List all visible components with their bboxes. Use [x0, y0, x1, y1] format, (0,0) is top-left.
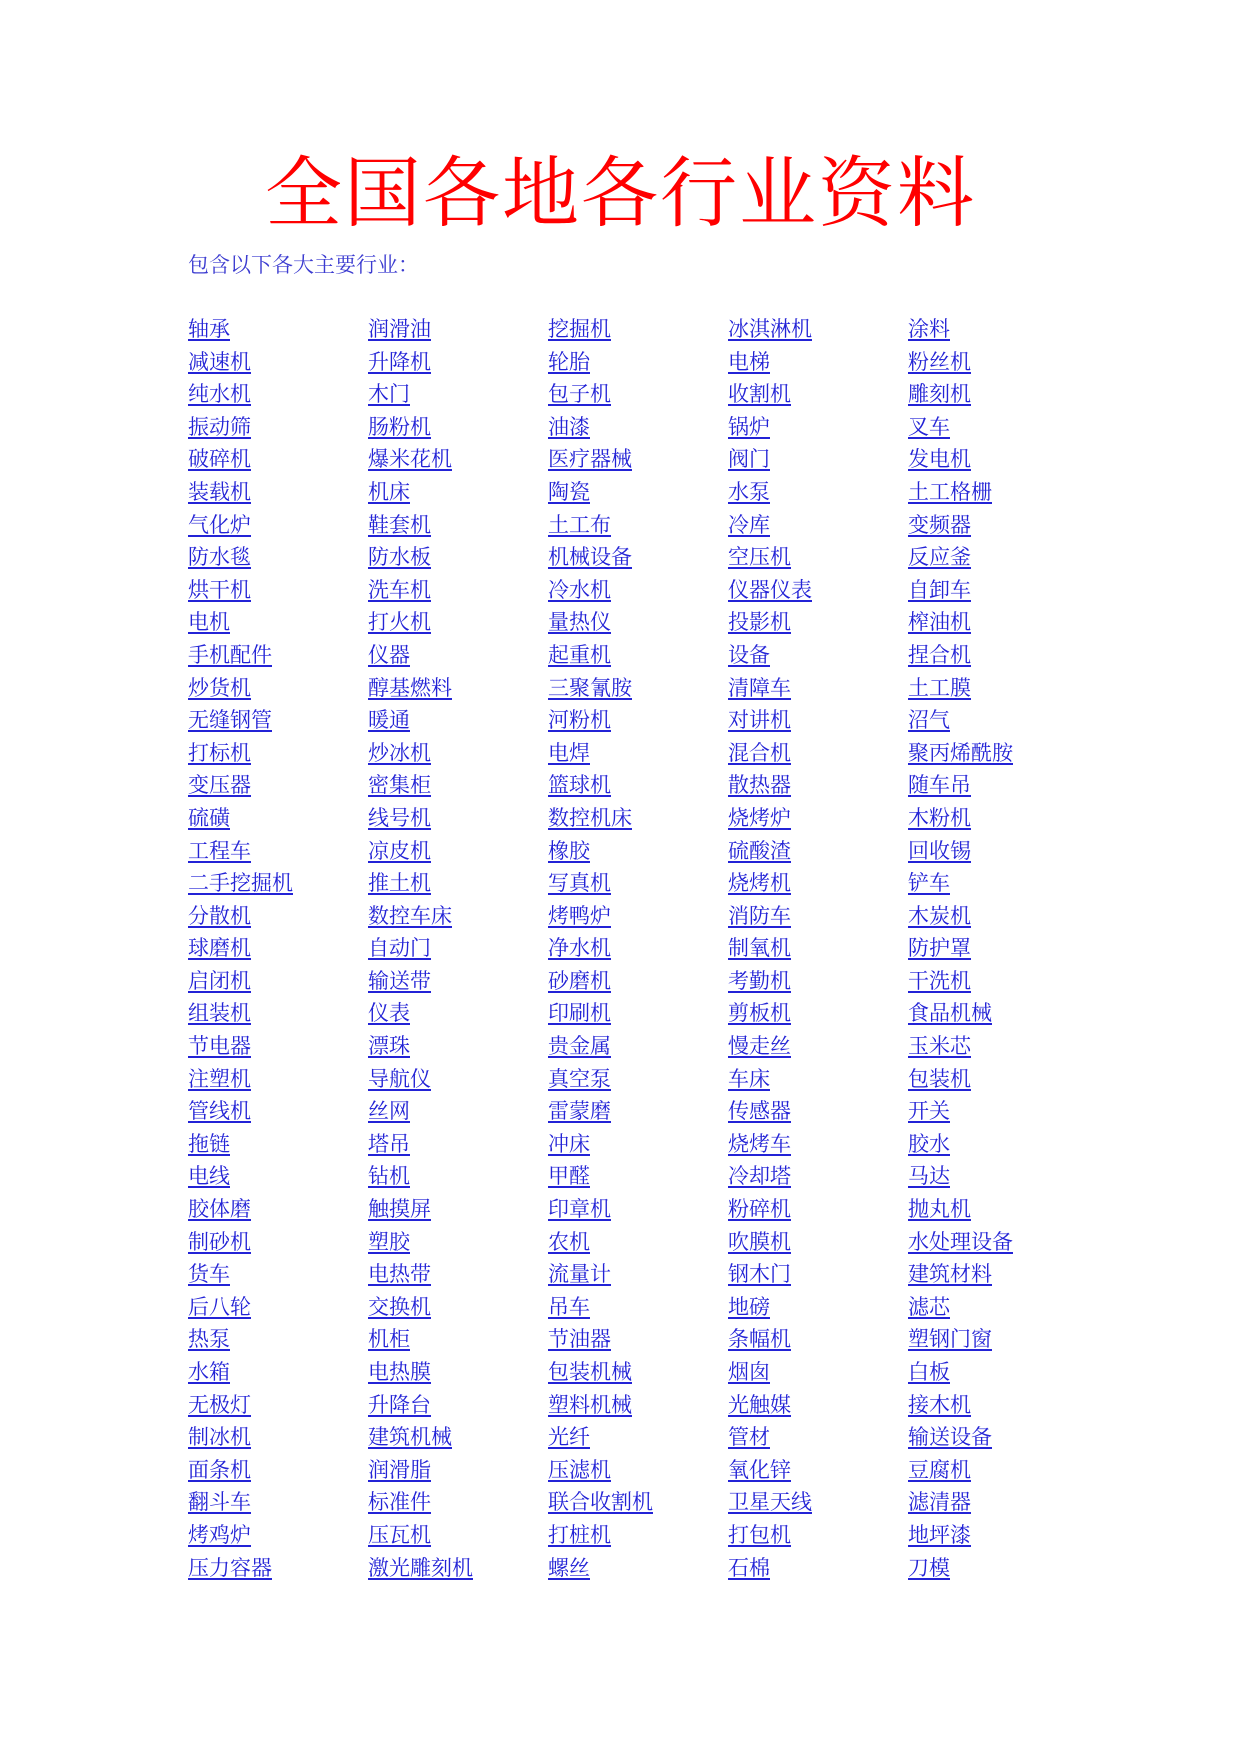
industry-link[interactable]: 冷却塔 [728, 1164, 791, 1189]
industry-link[interactable]: 冰淇淋机 [728, 317, 812, 341]
industry-link[interactable]: 建筑机械 [368, 1425, 452, 1450]
industry-link[interactable]: 升降机 [368, 349, 431, 374]
industry-link[interactable]: 节电器 [188, 1034, 251, 1059]
industry-link[interactable]: 混合机 [728, 740, 791, 765]
industry-link[interactable]: 制冰机 [188, 1425, 251, 1450]
industry-link[interactable]: 土工格栅 [908, 479, 992, 504]
industry-link[interactable]: 粉碎机 [728, 1197, 791, 1222]
industry-link[interactable]: 水箱 [188, 1360, 230, 1384]
industry-link[interactable]: 车床 [728, 1066, 770, 1091]
industry-link[interactable]: 空压机 [728, 545, 791, 570]
industry-link[interactable]: 滤芯 [908, 1294, 950, 1319]
industry-link[interactable]: 塔吊 [368, 1131, 410, 1156]
industry-link[interactable]: 机柜 [368, 1327, 410, 1352]
industry-link[interactable]: 仪表 [368, 1001, 410, 1026]
industry-link[interactable]: 锅炉 [728, 414, 770, 439]
industry-link[interactable]: 水处理设备 [908, 1229, 1013, 1254]
industry-link[interactable]: 烤鸡炉 [188, 1522, 251, 1547]
industry-link[interactable]: 电焊 [548, 740, 590, 765]
industry-link[interactable]: 压力容器 [188, 1555, 272, 1580]
industry-link[interactable]: 真空泵 [548, 1066, 611, 1091]
industry-link[interactable]: 烧烤车 [728, 1131, 791, 1156]
industry-link[interactable]: 叉车 [908, 414, 950, 439]
industry-link[interactable]: 数控机床 [548, 805, 632, 830]
industry-link[interactable]: 刀模 [908, 1555, 950, 1580]
industry-link[interactable]: 变压器 [188, 773, 251, 798]
industry-link[interactable]: 气化炉 [188, 512, 251, 537]
industry-link[interactable]: 雷蒙磨 [548, 1099, 611, 1124]
industry-link[interactable]: 干洗机 [908, 968, 971, 993]
industry-link[interactable]: 压瓦机 [368, 1522, 431, 1547]
industry-link[interactable]: 烧烤炉 [728, 805, 791, 830]
industry-link[interactable]: 暖通 [368, 708, 410, 733]
industry-link[interactable]: 玉米芯 [908, 1034, 971, 1059]
industry-link[interactable]: 螺丝 [548, 1555, 590, 1580]
industry-link[interactable]: 传感器 [728, 1099, 791, 1124]
industry-link[interactable]: 榨油机 [908, 610, 971, 635]
industry-link[interactable]: 推土机 [368, 871, 431, 896]
industry-link[interactable]: 聚丙烯酰胺 [908, 740, 1013, 765]
industry-link[interactable]: 机械设备 [548, 545, 632, 570]
industry-link[interactable]: 压滤机 [548, 1457, 611, 1482]
industry-link[interactable]: 数控车床 [368, 903, 452, 928]
industry-link[interactable]: 振动筛 [188, 414, 251, 439]
industry-link[interactable]: 面条机 [188, 1457, 251, 1482]
industry-link[interactable]: 石棉 [728, 1555, 770, 1580]
industry-link[interactable]: 线号机 [368, 805, 431, 830]
industry-link[interactable]: 起重机 [548, 642, 611, 667]
industry-link[interactable]: 白板 [908, 1360, 950, 1384]
industry-link[interactable]: 手机配件 [188, 642, 272, 667]
page-title: 全国各地各行业资料 [265, 150, 976, 239]
industry-link[interactable]: 启闭机 [188, 968, 251, 993]
industry-link[interactable]: 投影机 [728, 610, 791, 635]
industry-link[interactable]: 电热带 [368, 1262, 431, 1287]
industry-link[interactable]: 卫星天线 [728, 1490, 812, 1515]
industry-link[interactable]: 清障车 [728, 675, 791, 700]
industry-link[interactable]: 剪板机 [728, 1001, 791, 1026]
industry-link[interactable]: 考勤机 [728, 968, 791, 993]
industry-link[interactable]: 润滑油 [368, 317, 431, 341]
intro-text: 包含以下各大主要行业： [188, 253, 419, 277]
industry-link[interactable]: 写真机 [548, 871, 611, 896]
industry-link[interactable]: 凉皮机 [368, 838, 431, 863]
industry-link[interactable]: 导航仪 [368, 1066, 431, 1091]
industry-link[interactable]: 仪器 [368, 642, 410, 667]
industry-link[interactable]: 丝网 [368, 1099, 410, 1124]
industry-link[interactable]: 冲床 [548, 1131, 590, 1156]
industry-link[interactable]: 联合收割机 [548, 1490, 653, 1515]
industry-link[interactable]: 轮胎 [548, 349, 590, 374]
industry-link[interactable]: 油漆 [548, 414, 590, 439]
industry-link[interactable]: 二手挖掘机 [188, 871, 293, 896]
industry-link[interactable]: 雕刻机 [908, 382, 971, 407]
industry-link[interactable]: 塑料机械 [548, 1392, 632, 1417]
industry-link[interactable]: 塑钢门窗 [908, 1327, 992, 1352]
industry-link[interactable]: 医疗器械 [548, 447, 632, 472]
industry-link[interactable]: 减速机 [188, 349, 251, 374]
industry-link[interactable]: 食品机械 [908, 1001, 992, 1026]
industry-link[interactable]: 条幅机 [728, 1327, 791, 1352]
industry-link[interactable]: 随车吊 [908, 773, 971, 798]
industry-link[interactable]: 打包机 [728, 1522, 791, 1547]
industry-link[interactable]: 组装机 [188, 1001, 251, 1026]
industry-link[interactable]: 光纤 [548, 1425, 590, 1450]
industry-link[interactable]: 电梯 [728, 349, 770, 374]
industry-link[interactable]: 吊车 [548, 1294, 590, 1319]
industry-link[interactable]: 电热膜 [368, 1360, 431, 1384]
industry-link[interactable]: 反应釜 [908, 545, 971, 570]
industry-link[interactable]: 陶瓷 [548, 479, 590, 504]
industry-link[interactable]: 滤清器 [908, 1490, 971, 1515]
industry-link[interactable]: 甲醛 [548, 1164, 590, 1189]
industry-link[interactable]: 烤鸭炉 [548, 903, 611, 928]
industry-link[interactable]: 防水毯 [188, 545, 251, 570]
industry-link[interactable]: 流量计 [548, 1262, 611, 1287]
industry-link[interactable]: 冷库 [728, 512, 770, 537]
industry-link[interactable]: 肠粉机 [368, 414, 431, 439]
industry-link[interactable]: 升降台 [368, 1392, 431, 1417]
industry-link[interactable]: 钻机 [368, 1164, 410, 1189]
industry-link[interactable]: 分散机 [188, 903, 251, 928]
industry-link[interactable]: 铲车 [908, 871, 950, 896]
industry-link[interactable]: 注塑机 [188, 1066, 251, 1091]
industry-link[interactable]: 装载机 [188, 479, 251, 504]
industry-link[interactable]: 无极灯 [188, 1392, 251, 1417]
industry-link[interactable]: 包装机 [908, 1066, 971, 1091]
industry-link[interactable]: 机床 [368, 479, 410, 504]
industry-link[interactable]: 球磨机 [188, 936, 251, 961]
industry-link[interactable]: 包装机械 [548, 1360, 632, 1384]
industry-link[interactable]: 烟囱 [728, 1360, 770, 1384]
industry-link[interactable]: 自动门 [368, 936, 431, 961]
industry-link[interactable]: 建筑材料 [908, 1262, 992, 1287]
industry-link[interactable]: 热泵 [188, 1327, 230, 1352]
industry-link[interactable]: 制砂机 [188, 1229, 251, 1254]
industry-link[interactable]: 地坪漆 [908, 1522, 971, 1547]
industry-link[interactable]: 轴承 [188, 317, 230, 341]
industry-link[interactable]: 收割机 [728, 382, 791, 407]
industry-link[interactable]: 橡胶 [548, 838, 590, 863]
industry-link[interactable]: 印章机 [548, 1197, 611, 1222]
industry-link[interactable]: 包子机 [548, 382, 611, 407]
industry-link[interactable]: 爆米花机 [368, 447, 452, 472]
industry-link[interactable]: 破碎机 [188, 447, 251, 472]
industry-link[interactable]: 管线机 [188, 1099, 251, 1124]
industry-link[interactable]: 输送设备 [908, 1425, 992, 1450]
industry-link[interactable]: 后八轮 [188, 1294, 251, 1319]
industry-link[interactable]: 防水板 [368, 545, 431, 570]
industry-link[interactable]: 挖掘机 [548, 317, 611, 341]
industry-link[interactable]: 土工膜 [908, 675, 971, 700]
industry-link[interactable]: 吹膜机 [728, 1229, 791, 1254]
industry-link[interactable]: 电线 [188, 1164, 230, 1189]
industry-link[interactable]: 管材 [728, 1425, 770, 1450]
industry-link[interactable]: 漂珠 [368, 1034, 410, 1059]
industry-link[interactable]: 洗车机 [368, 577, 431, 602]
industry-link[interactable]: 胶体磨 [188, 1197, 251, 1222]
industry-link[interactable]: 密集柜 [368, 773, 431, 798]
industry-link[interactable]: 标准件 [368, 1490, 431, 1515]
industry-link[interactable]: 纯水机 [188, 382, 251, 407]
industry-link[interactable]: 鞋套机 [368, 512, 431, 537]
industry-link[interactable]: 工程车 [188, 838, 251, 863]
industry-link[interactable]: 粉丝机 [908, 349, 971, 374]
industry-link[interactable]: 醇基燃料 [368, 675, 452, 700]
industry-link[interactable]: 打火机 [368, 610, 431, 635]
industry-link[interactable]: 发电机 [908, 447, 971, 472]
industry-link[interactable]: 印刷机 [548, 1001, 611, 1026]
industry-link[interactable]: 防护罩 [908, 936, 971, 961]
industry-link[interactable]: 涂料 [908, 317, 950, 341]
industry-link[interactable]: 接木机 [908, 1392, 971, 1417]
industry-link[interactable]: 激光雕刻机 [368, 1555, 473, 1580]
industry-link[interactable]: 三聚氰胺 [548, 675, 632, 700]
industry-link[interactable]: 贵金属 [548, 1034, 611, 1059]
industry-link[interactable]: 地磅 [728, 1294, 770, 1319]
industry-link[interactable]: 农机 [548, 1229, 590, 1254]
industry-link[interactable]: 润滑脂 [368, 1457, 431, 1482]
industry-link[interactable]: 抛丸机 [908, 1197, 971, 1222]
industry-link[interactable]: 电机 [188, 610, 230, 635]
industry-link[interactable]: 硫酸渣 [728, 838, 791, 863]
industry-link[interactable]: 制氧机 [728, 936, 791, 961]
industry-link-grid [188, 316, 1088, 1587]
industry-link[interactable]: 马达 [908, 1164, 950, 1189]
industry-link[interactable]: 对讲机 [728, 708, 791, 733]
industry-link[interactable]: 阀门 [728, 447, 770, 472]
industry-link[interactable]: 仪器仪表 [728, 577, 812, 602]
industry-link[interactable]: 触摸屏 [368, 1197, 431, 1222]
industry-link[interactable]: 回收锡 [908, 838, 971, 863]
industry-link[interactable]: 无缝钢管 [188, 708, 272, 733]
industry-link[interactable]: 豆腐机 [908, 1457, 971, 1482]
industry-link[interactable]: 货车 [188, 1262, 230, 1287]
industry-link[interactable]: 打标机 [188, 740, 251, 765]
industry-link[interactable]: 硫磺 [188, 805, 230, 830]
industry-link[interactable]: 开关 [908, 1099, 950, 1124]
industry-link[interactable]: 木粉机 [908, 805, 971, 830]
industry-link[interactable]: 自卸车 [908, 577, 971, 602]
industry-link[interactable]: 河粉机 [548, 708, 611, 733]
industry-link[interactable]: 拖链 [188, 1131, 230, 1156]
industry-link[interactable]: 土工布 [548, 512, 611, 537]
industry-link[interactable]: 烘干机 [188, 577, 251, 602]
industry-link[interactable]: 木门 [368, 382, 410, 407]
industry-link[interactable]: 胶水 [908, 1131, 950, 1156]
industry-link[interactable]: 烧烤机 [728, 871, 791, 896]
industry-link[interactable]: 输送带 [368, 968, 431, 993]
industry-link[interactable]: 打桩机 [548, 1522, 611, 1547]
industry-link[interactable]: 翻斗车 [188, 1490, 251, 1515]
industry-link[interactable]: 沼气 [908, 708, 950, 733]
industry-link[interactable]: 设备 [728, 642, 770, 667]
industry-link[interactable]: 变频器 [908, 512, 971, 537]
industry-link[interactable]: 光触媒 [728, 1392, 791, 1417]
industry-link[interactable]: 篮球机 [548, 773, 611, 798]
industry-link[interactable]: 炒冰机 [368, 740, 431, 765]
industry-link[interactable]: 量热仪 [548, 610, 611, 635]
industry-link[interactable]: 钢木门 [728, 1262, 791, 1287]
industry-link[interactable]: 砂磨机 [548, 968, 611, 993]
industry-link[interactable]: 炒货机 [188, 675, 251, 700]
industry-link[interactable]: 慢走丝 [728, 1034, 791, 1059]
industry-link[interactable]: 净水机 [548, 936, 611, 961]
industry-link[interactable]: 冷水机 [548, 577, 611, 602]
industry-link[interactable]: 水泵 [728, 479, 770, 504]
industry-link[interactable]: 捏合机 [908, 642, 971, 667]
industry-link[interactable]: 交换机 [368, 1294, 431, 1319]
industry-link[interactable]: 木炭机 [908, 903, 971, 928]
industry-link[interactable]: 消防车 [728, 903, 791, 928]
industry-link[interactable]: 节油器 [548, 1327, 611, 1352]
industry-link[interactable]: 塑胶 [368, 1229, 410, 1254]
industry-link[interactable]: 氧化锌 [728, 1457, 791, 1482]
industry-link[interactable]: 散热器 [728, 773, 791, 798]
